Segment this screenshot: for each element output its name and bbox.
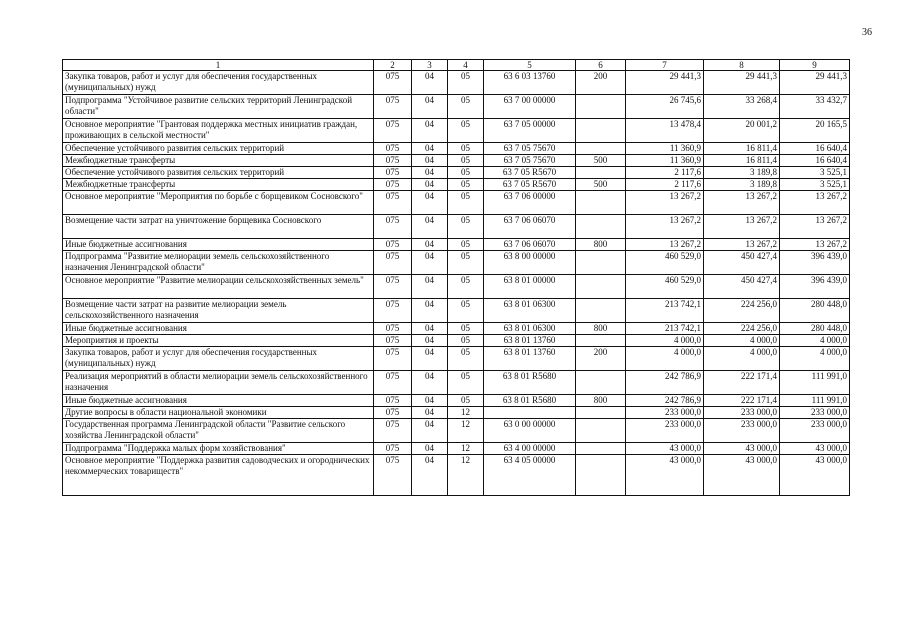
- row-value-cell: 04: [412, 299, 448, 323]
- row-value-cell: [576, 419, 626, 443]
- row-value-cell: [576, 167, 626, 179]
- row-value-cell: 05: [448, 119, 484, 143]
- row-value-cell: [576, 407, 626, 419]
- row-value-cell: 075: [374, 191, 412, 215]
- row-value-cell: 63 7 06 00000: [484, 191, 576, 215]
- row-name-cell: Иные бюджетные ассигнования: [63, 239, 374, 251]
- row-name-cell: Иные бюджетные ассигнования: [63, 323, 374, 335]
- column-header: 8: [704, 60, 780, 71]
- table-row: [63, 323, 850, 335]
- table-row: [63, 155, 850, 167]
- row-value-cell: 63 8 01 06300: [484, 323, 576, 335]
- row-value-cell: 075: [374, 251, 412, 275]
- row-value-cell: 04: [412, 371, 448, 395]
- row-value-cell: 075: [374, 419, 412, 443]
- table-header-row: [63, 60, 850, 71]
- row-name-cell: Закупка товаров, работ и услуг для обеспечения государственных (муниципальных) нужд: [63, 71, 374, 95]
- row-value-cell: 04: [412, 455, 448, 496]
- table-row: [63, 407, 850, 419]
- table-row: [63, 71, 850, 95]
- row-value-cell: 13 267,2: [780, 239, 850, 251]
- table-row: [63, 347, 850, 371]
- row-value-cell: 075: [374, 143, 412, 155]
- row-value-cell: 29 441,3: [704, 71, 780, 95]
- row-value-cell: 075: [374, 407, 412, 419]
- row-value-cell: 075: [374, 155, 412, 167]
- row-value-cell: 13 267,2: [626, 215, 704, 239]
- row-value-cell: 233 000,0: [780, 407, 850, 419]
- row-name-cell: Подпрограмма "Поддержка малых форм хозяйствования": [63, 443, 374, 455]
- row-value-cell: 43 000,0: [626, 455, 704, 496]
- row-value-cell: [576, 143, 626, 155]
- row-value-cell: 224 256,0: [704, 323, 780, 335]
- column-header: 4: [448, 60, 484, 71]
- row-value-cell: 13 478,4: [626, 119, 704, 143]
- row-value-cell: 11 360,9: [626, 143, 704, 155]
- row-value-cell: 16 640,4: [780, 155, 850, 167]
- row-value-cell: 04: [412, 119, 448, 143]
- row-value-cell: 05: [448, 323, 484, 335]
- row-value-cell: 4 000,0: [626, 335, 704, 347]
- row-value-cell: 20 165,5: [780, 119, 850, 143]
- row-value-cell: 04: [412, 143, 448, 155]
- row-name-cell: Государственная программа Ленинградской области "Развитие сельского хозяйства Ленинградской области": [63, 419, 374, 443]
- row-value-cell: [576, 215, 626, 239]
- row-value-cell: 4 000,0: [780, 347, 850, 371]
- row-value-cell: 111 991,0: [780, 371, 850, 395]
- row-value-cell: 26 745,6: [626, 95, 704, 119]
- row-value-cell: 075: [374, 347, 412, 371]
- row-value-cell: [576, 335, 626, 347]
- page-number: 36: [862, 27, 872, 38]
- row-value-cell: 04: [412, 335, 448, 347]
- row-value-cell: 075: [374, 371, 412, 395]
- row-value-cell: 13 267,2: [780, 191, 850, 215]
- row-name-cell: Основное мероприятие "Развитие мелиорации сельскохозяйственных земель": [63, 275, 374, 299]
- row-value-cell: 13 267,2: [704, 239, 780, 251]
- row-value-cell: 63 7 05 00000: [484, 119, 576, 143]
- table-row: [63, 371, 850, 395]
- row-value-cell: 04: [412, 407, 448, 419]
- row-value-cell: 4 000,0: [704, 347, 780, 371]
- table-row: [63, 395, 850, 407]
- row-value-cell: 05: [448, 239, 484, 251]
- row-value-cell: 16 640,4: [780, 143, 850, 155]
- row-name-cell: Возмещение части затрат на развитие мелиорации земель сельскохозяйственного назначения: [63, 299, 374, 323]
- row-name-cell: Обеспечение устойчивого развития сельских территорий: [63, 143, 374, 155]
- row-value-cell: 05: [448, 179, 484, 191]
- row-value-cell: 63 8 01 R5680: [484, 395, 576, 407]
- row-value-cell: 280 448,0: [780, 323, 850, 335]
- row-value-cell: 63 8 00 00000: [484, 251, 576, 275]
- column-header: 1: [63, 60, 374, 71]
- row-value-cell: 63 8 01 13760: [484, 335, 576, 347]
- table-row: [63, 143, 850, 155]
- row-name-cell: Другие вопросы в области национальной экономики: [63, 407, 374, 419]
- row-value-cell: 075: [374, 167, 412, 179]
- row-value-cell: 04: [412, 179, 448, 191]
- row-value-cell: 05: [448, 143, 484, 155]
- row-value-cell: [576, 299, 626, 323]
- row-value-cell: 63 7 06 06070: [484, 239, 576, 251]
- row-value-cell: 05: [448, 251, 484, 275]
- row-value-cell: 200: [576, 71, 626, 95]
- row-name-cell: Основное мероприятие "Мероприятия по борьбе с борщевиком Сосновского": [63, 191, 374, 215]
- row-value-cell: 43 000,0: [704, 455, 780, 496]
- table-row: [63, 215, 850, 239]
- row-value-cell: 16 811,4: [704, 143, 780, 155]
- row-value-cell: 200: [576, 347, 626, 371]
- column-header: 7: [626, 60, 704, 71]
- row-value-cell: 63 7 00 00000: [484, 95, 576, 119]
- row-value-cell: 05: [448, 95, 484, 119]
- row-value-cell: 233 000,0: [704, 419, 780, 443]
- table-row: [63, 179, 850, 191]
- row-value-cell: 075: [374, 71, 412, 95]
- row-value-cell: 04: [412, 155, 448, 167]
- row-value-cell: 460 529,0: [626, 275, 704, 299]
- row-value-cell: 4 000,0: [780, 335, 850, 347]
- row-value-cell: 3 525,1: [780, 167, 850, 179]
- table-row: [63, 419, 850, 443]
- row-value-cell: 800: [576, 239, 626, 251]
- table-row: [63, 443, 850, 455]
- row-value-cell: 63 8 01 R5680: [484, 371, 576, 395]
- row-value-cell: 500: [576, 155, 626, 167]
- row-value-cell: 2 117,6: [626, 179, 704, 191]
- row-value-cell: 29 441,3: [780, 71, 850, 95]
- row-value-cell: 12: [448, 443, 484, 455]
- row-value-cell: 05: [448, 347, 484, 371]
- row-value-cell: 233 000,0: [704, 407, 780, 419]
- row-name-cell: Обеспечение устойчивого развития сельских территорий: [63, 167, 374, 179]
- row-value-cell: 075: [374, 215, 412, 239]
- row-value-cell: 075: [374, 299, 412, 323]
- row-value-cell: 43 000,0: [780, 455, 850, 496]
- row-name-cell: Основное мероприятие "Грантовая поддержка местных инициатив граждан, проживающих в сельской местности": [63, 119, 374, 143]
- row-value-cell: 13 267,2: [626, 191, 704, 215]
- row-value-cell: 800: [576, 395, 626, 407]
- row-value-cell: 213 742,1: [626, 299, 704, 323]
- row-value-cell: 233 000,0: [626, 407, 704, 419]
- row-name-cell: Подпрограмма "Развитие мелиорации земель сельскохозяйственного назначения Ленинградской области": [63, 251, 374, 275]
- table-row: [63, 95, 850, 119]
- row-value-cell: 04: [412, 215, 448, 239]
- row-value-cell: 63 8 01 06300: [484, 299, 576, 323]
- row-value-cell: [576, 455, 626, 496]
- column-header: 6: [576, 60, 626, 71]
- row-value-cell: [576, 191, 626, 215]
- row-value-cell: 04: [412, 191, 448, 215]
- row-value-cell: 63 7 05 R5670: [484, 179, 576, 191]
- row-value-cell: 12: [448, 407, 484, 419]
- row-value-cell: 222 171,4: [704, 395, 780, 407]
- row-value-cell: 04: [412, 395, 448, 407]
- row-value-cell: 12: [448, 455, 484, 496]
- row-value-cell: 05: [448, 395, 484, 407]
- row-value-cell: 04: [412, 419, 448, 443]
- row-value-cell: 13 267,2: [626, 239, 704, 251]
- row-value-cell: 63 7 05 R5670: [484, 167, 576, 179]
- row-value-cell: 43 000,0: [626, 443, 704, 455]
- row-value-cell: 075: [374, 119, 412, 143]
- row-value-cell: 05: [448, 191, 484, 215]
- row-value-cell: 460 529,0: [626, 251, 704, 275]
- row-value-cell: 43 000,0: [704, 443, 780, 455]
- row-value-cell: 43 000,0: [780, 443, 850, 455]
- row-value-cell: 63 4 00 00000: [484, 443, 576, 455]
- row-value-cell: 075: [374, 455, 412, 496]
- row-value-cell: 500: [576, 179, 626, 191]
- table-row: [63, 335, 850, 347]
- column-header: 3: [412, 60, 448, 71]
- row-value-cell: 29 441,3: [626, 71, 704, 95]
- row-value-cell: 04: [412, 167, 448, 179]
- row-value-cell: 12: [448, 419, 484, 443]
- row-name-cell: Межбюджетные трансферты: [63, 155, 374, 167]
- row-value-cell: 3 189,8: [704, 167, 780, 179]
- row-value-cell: 63 6 03 13760: [484, 71, 576, 95]
- row-value-cell: 4 000,0: [626, 347, 704, 371]
- table-row: [63, 275, 850, 299]
- row-value-cell: 242 786,9: [626, 395, 704, 407]
- row-name-cell: Мероприятия и проекты: [63, 335, 374, 347]
- table-row: [63, 239, 850, 251]
- row-value-cell: 13 267,2: [780, 215, 850, 239]
- table-row: [63, 299, 850, 323]
- row-value-cell: 05: [448, 71, 484, 95]
- column-header: 2: [374, 60, 412, 71]
- row-value-cell: 800: [576, 323, 626, 335]
- row-value-cell: [576, 275, 626, 299]
- row-value-cell: 04: [412, 71, 448, 95]
- row-value-cell: 16 811,4: [704, 155, 780, 167]
- row-value-cell: 11 360,9: [626, 155, 704, 167]
- row-value-cell: 075: [374, 395, 412, 407]
- row-value-cell: 222 171,4: [704, 371, 780, 395]
- row-value-cell: [576, 251, 626, 275]
- row-value-cell: 075: [374, 323, 412, 335]
- row-name-cell: Возмещение части затрат на уничтожение борщевика Сосновского: [63, 215, 374, 239]
- row-value-cell: 396 439,0: [780, 275, 850, 299]
- row-value-cell: [576, 95, 626, 119]
- row-value-cell: 04: [412, 275, 448, 299]
- row-value-cell: 450 427,4: [704, 251, 780, 275]
- row-value-cell: 075: [374, 95, 412, 119]
- row-value-cell: [576, 443, 626, 455]
- row-value-cell: 2 117,6: [626, 167, 704, 179]
- row-value-cell: 396 439,0: [780, 251, 850, 275]
- row-name-cell: Межбюджетные трансферты: [63, 179, 374, 191]
- row-value-cell: 63 8 01 13760: [484, 347, 576, 371]
- row-value-cell: 04: [412, 95, 448, 119]
- row-value-cell: 111 991,0: [780, 395, 850, 407]
- row-value-cell: 242 786,9: [626, 371, 704, 395]
- row-name-cell: Основное мероприятие "Поддержка развития садоводческих и огороднических некоммерческих товариществ": [63, 455, 374, 496]
- column-header: 5: [484, 60, 576, 71]
- row-value-cell: 4 000,0: [704, 335, 780, 347]
- row-value-cell: 04: [412, 443, 448, 455]
- row-value-cell: 63 8 01 00000: [484, 275, 576, 299]
- row-value-cell: 33 268,4: [704, 95, 780, 119]
- row-value-cell: 13 267,2: [704, 215, 780, 239]
- row-value-cell: 05: [448, 155, 484, 167]
- row-value-cell: 20 001,2: [704, 119, 780, 143]
- row-value-cell: 075: [374, 275, 412, 299]
- row-value-cell: 075: [374, 179, 412, 191]
- row-value-cell: 04: [412, 239, 448, 251]
- row-value-cell: 05: [448, 167, 484, 179]
- row-value-cell: 63 0 00 00000: [484, 419, 576, 443]
- row-value-cell: [576, 119, 626, 143]
- row-value-cell: 05: [448, 215, 484, 239]
- row-value-cell: [576, 371, 626, 395]
- row-value-cell: 233 000,0: [780, 419, 850, 443]
- row-value-cell: 233 000,0: [626, 419, 704, 443]
- row-value-cell: 213 742,1: [626, 323, 704, 335]
- row-name-cell: Закупка товаров, работ и услуг для обеспечения государственных (муниципальных) нужд: [63, 347, 374, 371]
- row-value-cell: 224 256,0: [704, 299, 780, 323]
- table-row: [63, 119, 850, 143]
- row-value-cell: 04: [412, 251, 448, 275]
- row-value-cell: 280 448,0: [780, 299, 850, 323]
- row-value-cell: 04: [412, 323, 448, 335]
- row-name-cell: Иные бюджетные ассигнования: [63, 395, 374, 407]
- row-value-cell: 63 7 06 06070: [484, 215, 576, 239]
- row-name-cell: Реализация мероприятий в области мелиорации земель сельскохозяйственного назначения: [63, 371, 374, 395]
- row-value-cell: 3 189,8: [704, 179, 780, 191]
- budget-table: [62, 59, 850, 496]
- row-value-cell: 63 7 05 75670: [484, 155, 576, 167]
- row-value-cell: 450 427,4: [704, 275, 780, 299]
- row-value-cell: 3 525,1: [780, 179, 850, 191]
- row-value-cell: 13 267,2: [704, 191, 780, 215]
- row-value-cell: 63 4 05 00000: [484, 455, 576, 496]
- table-row: [63, 251, 850, 275]
- column-header: 9: [780, 60, 850, 71]
- row-value-cell: 63 7 05 75670: [484, 143, 576, 155]
- row-value-cell: [484, 407, 576, 419]
- row-value-cell: 075: [374, 335, 412, 347]
- table-row: [63, 167, 850, 179]
- row-value-cell: 075: [374, 239, 412, 251]
- table-row: [63, 191, 850, 215]
- row-value-cell: 075: [374, 443, 412, 455]
- row-value-cell: 05: [448, 299, 484, 323]
- table-row: [63, 455, 850, 496]
- row-value-cell: 04: [412, 347, 448, 371]
- row-value-cell: 05: [448, 275, 484, 299]
- row-value-cell: 05: [448, 371, 484, 395]
- row-name-cell: Подпрограмма "Устойчивое развитие сельских территорий Ленинградской области": [63, 95, 374, 119]
- row-value-cell: 05: [448, 335, 484, 347]
- row-value-cell: 33 432,7: [780, 95, 850, 119]
